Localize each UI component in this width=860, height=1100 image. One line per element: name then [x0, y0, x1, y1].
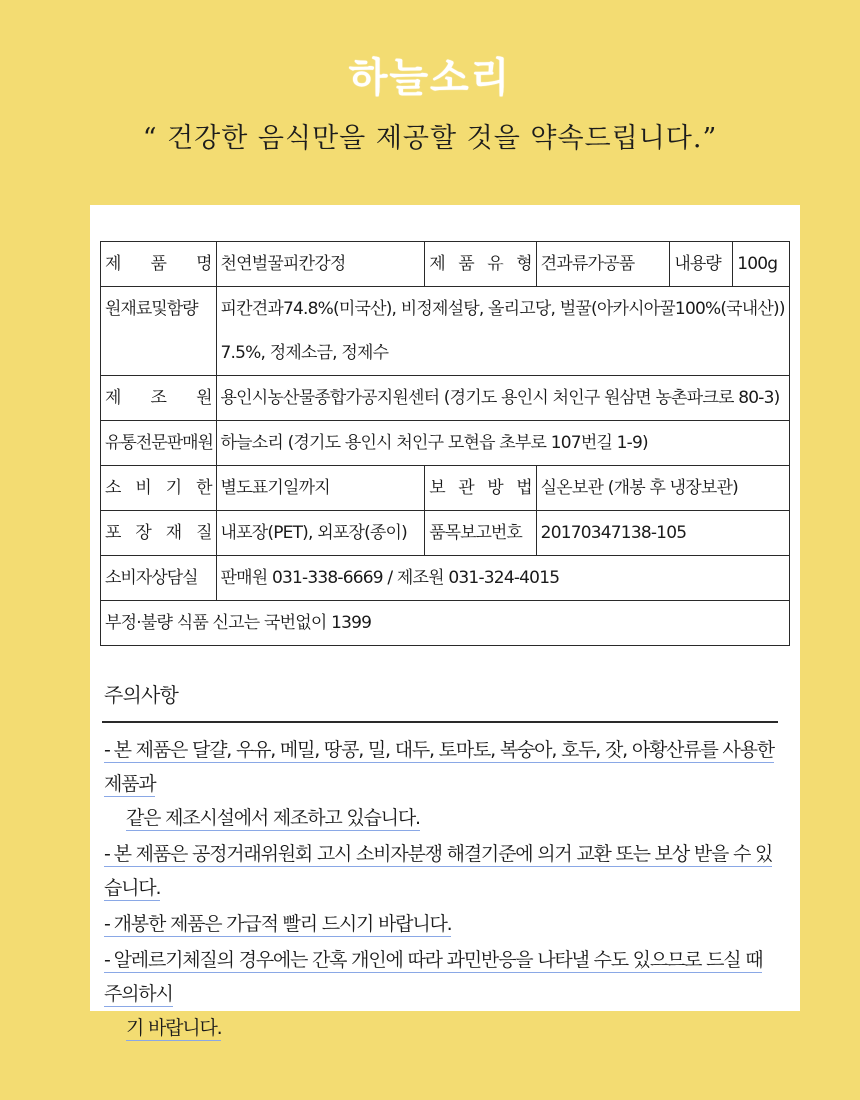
notice-dash: -	[104, 913, 110, 935]
slogan: “ 건강한 음식만을 제공할 것을 약속드립니다.”	[142, 123, 718, 154]
manufacturer-value: 용인시농산물종합가공지원센터 (경기도 용인시 처인구 원삼면 농촌파크로 80-3)	[216, 376, 790, 421]
volume-label: 내용량	[670, 242, 733, 287]
table-row	[101, 242, 790, 287]
notice-title: 주의사항	[104, 683, 179, 707]
manufacturer-label: 제 조 원	[101, 376, 217, 421]
notice-list	[104, 733, 784, 1047]
expiry-value: 별도표기일까지	[216, 466, 425, 511]
product-name-label: 제 품 명	[101, 242, 217, 287]
table-row	[101, 601, 790, 646]
consumer-center-label: 소비자상담실	[101, 556, 217, 601]
table-row	[101, 511, 790, 556]
product-label-panel	[90, 205, 800, 1039]
report-hotline: 부정·불량 식품 신고는 국번없이 1399	[101, 601, 790, 646]
list-item	[104, 733, 784, 835]
product-type-label: 제 품 유 형	[425, 242, 536, 287]
ingredients-label: 원재료및함량	[101, 287, 217, 376]
product-name-value: 천연벌꿀피칸강정	[216, 242, 425, 287]
consumer-center-value: 판매원 031-338-6669 / 제조원 031-324-4015	[216, 556, 790, 601]
volume-value: 100g	[733, 242, 790, 287]
report-number-label: 품목보고번호	[425, 511, 536, 556]
list-item	[104, 837, 784, 905]
product-info-table	[100, 241, 790, 646]
table-row	[101, 421, 790, 466]
report-number-value: 20170347138-105	[536, 511, 789, 556]
table-row	[101, 287, 790, 376]
ingredients-value: 피칸견과74.8%(미국산), 비정제설탕, 올리고당, 벌꿀(아카시아꿀100%(국내산)) 7.5%, 정제소금, 정제수	[216, 287, 790, 376]
notice-divider	[102, 721, 778, 723]
table-row	[101, 556, 790, 601]
notice-text-continued: 기 바랍니다.	[126, 1017, 222, 1039]
notice-text: 알레르기체질의 경우에는 간혹 개인에 따라 과민반응을 나타낼 수도 있으므로 드실 때 주의하시	[104, 949, 763, 1005]
notice-text: 본 제품은 달걀, 우유, 메밀, 땅콩, 밀, 대두, 토마토, 복숭아, 호두, 잣, 아황산류를 사용한 제품과	[104, 739, 774, 795]
list-item	[104, 943, 784, 1045]
notice-dash: -	[104, 739, 110, 761]
expiry-label: 소 비 기 한	[101, 466, 217, 511]
product-type-value: 견과류가공품	[536, 242, 670, 287]
packaging-value: 내포장(PET), 외포장(종이)	[216, 511, 425, 556]
distributor-label: 유통전문판매원	[101, 421, 217, 466]
notice-dash: -	[104, 949, 110, 971]
table-row	[101, 466, 790, 511]
distributor-value: 하늘소리 (경기도 용인시 처인구 모현읍 초부로 107번길 1-9)	[216, 421, 790, 466]
table-row	[101, 376, 790, 421]
notice-dash: -	[104, 843, 110, 865]
storage-value: 실온보관 (개봉 후 냉장보관)	[536, 466, 789, 511]
notice-text-continued: 같은 제조시설에서 제조하고 있습니다.	[126, 807, 420, 829]
packaging-label: 포 장 재 질	[101, 511, 217, 556]
storage-label: 보 관 방 법	[425, 466, 536, 511]
list-item	[104, 907, 784, 941]
notice-text: 개봉한 제품은 가급적 빨리 드시기 바랍니다.	[113, 913, 452, 935]
brand-logo: 하늘소리	[348, 55, 512, 101]
notice-text: 본 제품은 공정거래위원회 고시 소비자분쟁 해결기준에 의거 교환 또는 보상 받을 수 있습니다.	[104, 843, 773, 899]
